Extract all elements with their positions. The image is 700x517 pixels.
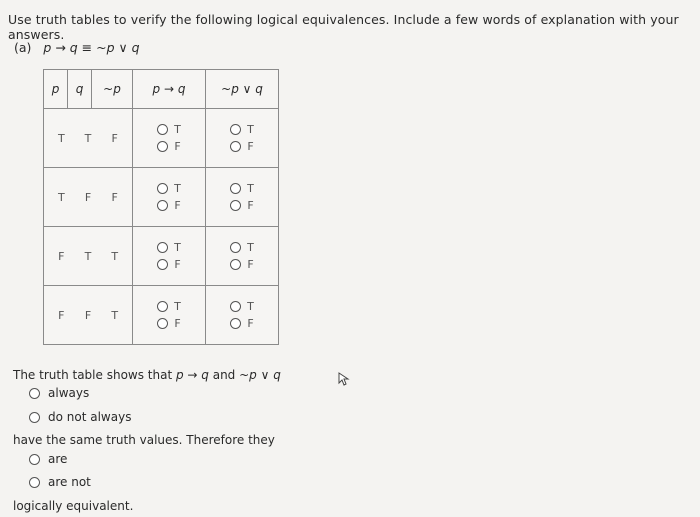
part-a-expression: p → q ≡ ~p ∨ q bbox=[43, 40, 140, 55]
row-values bbox=[44, 286, 133, 345]
table-row bbox=[44, 286, 279, 345]
radio-circle[interactable] bbox=[157, 124, 168, 135]
radio-circle[interactable] bbox=[230, 318, 241, 329]
cell-q: F bbox=[84, 308, 92, 322]
conclusion-prefix: The truth table shows that bbox=[13, 368, 176, 382]
radio-circle[interactable] bbox=[157, 200, 168, 211]
mouse-cursor-icon bbox=[338, 372, 350, 386]
conclusion-expr1: p → q bbox=[175, 368, 209, 382]
radio-option-true[interactable]: T bbox=[157, 123, 181, 136]
part-a-label: (a) bbox=[14, 40, 32, 55]
cell-not-p: F bbox=[111, 131, 118, 145]
choice-are-not[interactable] bbox=[29, 475, 91, 489]
table-row bbox=[44, 227, 279, 286]
header-p: p bbox=[44, 70, 68, 109]
cell-not-p-or-q bbox=[206, 286, 279, 345]
radio-option-false[interactable]: F bbox=[157, 317, 180, 330]
choice-always[interactable] bbox=[29, 386, 89, 400]
radio-circle[interactable] bbox=[157, 318, 168, 329]
row-values bbox=[44, 168, 133, 227]
instructions: Use truth tables to verify the following logical equivalences. Include a few words of explanation with your answers. bbox=[8, 12, 679, 42]
cell-p-implies-q bbox=[133, 286, 206, 345]
cell-q: T bbox=[84, 249, 92, 263]
choice-are[interactable] bbox=[29, 452, 67, 466]
header-p-implies-q: p → q bbox=[133, 70, 206, 109]
choice-label: do not always bbox=[48, 410, 132, 424]
conclusion-sentence bbox=[13, 368, 281, 382]
part-a-heading bbox=[14, 40, 140, 55]
choice-label: always bbox=[48, 386, 90, 400]
middle-text: have the same truth values. Therefore they bbox=[13, 433, 275, 447]
radio-circle[interactable] bbox=[157, 301, 168, 312]
radio-circle[interactable] bbox=[230, 200, 241, 211]
radio-circle[interactable] bbox=[29, 388, 40, 399]
radio-circle[interactable] bbox=[230, 124, 241, 135]
conclusion-expr2: ~p ∨ q bbox=[239, 368, 281, 382]
radio-option-true[interactable]: T bbox=[157, 300, 181, 313]
radio-option-true[interactable]: T bbox=[157, 182, 181, 195]
cell-not-p-or-q bbox=[206, 227, 279, 286]
header-q: q bbox=[68, 70, 92, 109]
radio-option-false[interactable]: F bbox=[230, 258, 253, 271]
header-not-p: ~p bbox=[92, 70, 133, 109]
truth-table bbox=[43, 69, 279, 345]
cell-p-implies-q bbox=[133, 168, 206, 227]
header-not-p-or-q: ~p ∨ q bbox=[206, 70, 279, 109]
radio-option-false[interactable]: F bbox=[157, 258, 180, 271]
conclusion-and: and bbox=[208, 368, 240, 382]
radio-circle[interactable] bbox=[29, 477, 40, 488]
cell-p-implies-q bbox=[133, 227, 206, 286]
choice-label: are bbox=[48, 452, 68, 466]
radio-circle[interactable] bbox=[230, 301, 241, 312]
choice-do-not-always[interactable] bbox=[29, 410, 131, 424]
radio-circle[interactable] bbox=[230, 141, 241, 152]
cell-q: F bbox=[84, 190, 92, 204]
radio-option-true[interactable]: T bbox=[230, 241, 254, 254]
cell-not-p: T bbox=[111, 249, 119, 263]
row-values bbox=[44, 109, 133, 168]
radio-circle[interactable] bbox=[157, 183, 168, 194]
cell-not-p-or-q bbox=[206, 109, 279, 168]
radio-option-true[interactable]: T bbox=[230, 300, 254, 313]
cell-p-implies-q bbox=[133, 109, 206, 168]
radio-circle[interactable] bbox=[230, 242, 241, 253]
radio-circle[interactable] bbox=[157, 242, 168, 253]
radio-circle[interactable] bbox=[230, 259, 241, 270]
cell-p: F bbox=[58, 308, 65, 322]
cell-not-p-or-q bbox=[206, 168, 279, 227]
radio-circle[interactable] bbox=[230, 183, 241, 194]
end-text: logically equivalent. bbox=[13, 499, 134, 513]
radio-option-false[interactable]: F bbox=[230, 317, 253, 330]
radio-option-false[interactable]: F bbox=[230, 199, 253, 212]
radio-option-true[interactable]: T bbox=[230, 182, 254, 195]
radio-circle[interactable] bbox=[29, 454, 40, 465]
row-values bbox=[44, 227, 133, 286]
truth-table-header bbox=[44, 70, 279, 109]
cell-p: T bbox=[57, 190, 65, 204]
table-row bbox=[44, 168, 279, 227]
radio-option-true[interactable]: T bbox=[230, 123, 254, 136]
table-row bbox=[44, 109, 279, 168]
cell-q: T bbox=[84, 131, 92, 145]
cell-p: T bbox=[57, 131, 65, 145]
radio-option-true[interactable]: T bbox=[157, 241, 181, 254]
radio-circle[interactable] bbox=[157, 259, 168, 270]
cell-not-p: F bbox=[111, 190, 118, 204]
radio-option-false[interactable]: F bbox=[157, 199, 180, 212]
radio-option-false[interactable]: F bbox=[230, 140, 253, 153]
radio-option-false[interactable]: F bbox=[157, 140, 180, 153]
radio-circle[interactable] bbox=[29, 412, 40, 423]
radio-circle[interactable] bbox=[157, 141, 168, 152]
cell-p: F bbox=[58, 249, 65, 263]
cell-not-p: T bbox=[111, 308, 119, 322]
choice-label: are not bbox=[48, 475, 91, 489]
